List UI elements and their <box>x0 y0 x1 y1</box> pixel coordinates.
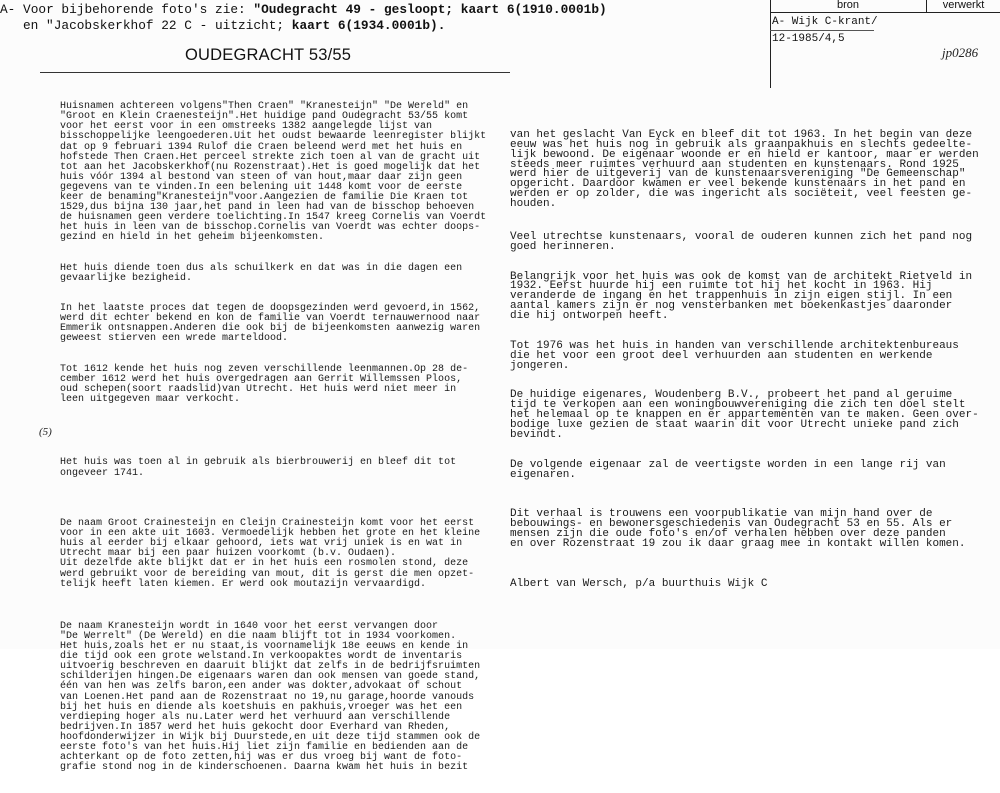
article-title: OUDEGRACHT 53/55 <box>185 46 352 64</box>
paragraph-next-owner: De volgende eigenaar zal de veertigste worden in een lange rij van eigenaren. <box>510 458 946 481</box>
right-column <box>510 111 990 610</box>
author-signature: Albert van Wersch, p/a buurthuis Wijk C <box>510 577 768 590</box>
source-box-header-rule <box>770 12 1000 13</box>
photo-reference-prefix: A- Voor bijbehorende foto's zie: <box>0 2 254 17</box>
archive-code: jp0286 <box>942 45 979 60</box>
paragraph-trial-1562: In het laatste proces dat tegen de doopsgezinden werd gevoerd,in 1562, werd dit echter bekend en kon de familie van Voerdt ternauwernood naar Emmerik ontsnappen.Anderen die ook bij de bijeenkomsten aanwezig waren geweest stierven een wrede marteldood. <box>60 303 481 345</box>
paragraph-van-eyck: van het geslacht Van Eyck en bleef dit tot 1963. In het begin van deze eeuw was het huis nog in gebruik als graanpakhuis en slechts gedeelte- lijk bewoond. De eigenaar woonde er en hield er kantoor, maar er werden steeds meer ruimtes verhuurd aan studenten en kunstenaars. Rond 1925 werd hier de uitgeverij van de kunstenaarsvereniging "De Gemeenschap" opgericht. Daardoor kwamen er veel bekende kunstenaars in het pand en werden er op zolder, die was ingericht als sociëteit, veel feesten ge- houden. <box>510 128 979 211</box>
photo-reference-line-2 <box>23 19 445 33</box>
margin-note: (5) <box>39 426 52 439</box>
paragraph-deed-1603: De naam Groot Crainesteijn en Cleijn Crainesteijn komt voor het eerst voor in een akte uit 1603. Vermoedelijk hebben het grote en het kleine huis al eerder bij elkaar gehoord, iets wat vrij uniek is en wat in Utrecht maar bij een paar huizen voorkomt (b.v. Oudaen). Uit dezelfde akte blijkt dat er in het huis een rosmolen stond, deze werd gebruikt voor de bereiding van mout, dit is gerst die men opzet- telijk heeft laten kiemen. Er werd ook moutazijn vervaardigd. <box>60 518 481 590</box>
title-rule <box>40 72 510 73</box>
paragraph-brewery: Het huis was toen al in gebruik als bierbrouwerij en bleef dit tot ongeveer 1741. <box>60 457 457 479</box>
left-column <box>39 82 505 793</box>
paragraph-rietveld: Belangrijk voor het huis was ook de komst van de architekt Rietveld in 1932. Eerst huurde hij een ruimte tot hij het kocht in 1963. Hij veranderde de ingang en het trappenhuis in zijn eigen stijl. In een aantal kamers zijn er nog vensterbanken met boekenkastjes daaronder die hij ontworpen heeft. <box>510 270 973 323</box>
paragraph-de-wereld: De naam Kranesteijn wordt in 1640 voor het eerst vervangen door "De Werrelt" (De Wereld) en die naam blijft tot in 1934 voorkomen. Het huis,zoals het er nu staat,is voornamelijk 18e eeuws en kende in die tijd ook een grote welstand.In verkoopaktes wordt de inventaris uitvoerig beschreven en daaruit blijkt dat zelfs in de bedrijfsruimten schilderijen hingen.De eigenaars waren dan ook mensen van goede stand, één van hen was zelfs baron,een ander was dokter,advokaat of schout van Loenen.Het pand aan de Rozenstraat no 19,nu garage,hoorde vanouds bij het huis en diende als koetshuis en pakhuis,vroeger was het een verdieping hoger als nu.Later werd het verhuurd aan verschillende bedrijven.In 1857 werd het huis gekocht door Everhard van Rheden, hoofdonderwijzer in Wijk bij Duurstede,en uit deze tijd stammen ook de eerste foto's van het huis.Hij liet zijn familie en bedienden aan de achterkant op de foto zetten,hij was er dus vroeg bij want de foto- grafie stond nog in de kinderschoenen. Daarna kwam het huis in bezit <box>60 620 481 774</box>
source-publication: A- Wijk C-krant/ <box>772 16 878 28</box>
paragraph-transfer-1612: Tot 1612 kende het huis nog zeven verschillende leenmannen.Op 28 de- cember 1612 werd het huis overgedragen aan Gerrit Willemssen Ploos, oud schepen(soort raadslid)van Utrecht. Het huis werd niet meer in leen uitgegeven maar verkocht. <box>60 363 469 405</box>
paragraph-house-names: Huisnamen achtereen volgens"Then Craen" "Kranesteijn" "De Wereld" en "Groot en Klein Craenesteijn".Het huidige pand Oudegracht 53/55 komt voor het eerst voor in een omstreeks 1382 aangelegde lijst van bisschoppelijke leengoederen.Uit het oudst bewaarde leenregister blijkt dat op 9 februari 1394 Rulof die Craen beleend werd met het huis en hofstede Then Craen.Het perceel strekte zich toen al van de gracht uit tot aan het Jacobskerkhof(nu Rozenstraat).Het is goed mogelijk dat het huis vóór 1394 al bestond van steen of van hout,maar daar zijn geen gegevens van te vinden.In een belening uit 1448 komt voor de eerste keer de benaming"Kranesteijn"voor.Aangezien de familie Die Kraen tot 1529,dus bijna 130 jaar,het pand in leen had van de bisschop behoeven de huisnamen geen verdere toelichting.In 1547 kreeg Cornelis van Voerdt het huis in leen van de bisschop.Cornelis van Voerdt was echter doops- gezind en hield in het geheim bijeenkomsten. <box>60 101 487 244</box>
paragraph-author-note: Dit verhaal is trouwens een voorpublikatie van mijn hand over de bebouwings- en bewonersgeschiedenis van Oudegracht 53 en 55. Als er mensen zijn die oude foto's en/of verhalen hebben over deze panden en over Rozenstraat 19 zou ik daar graag mee in kontakt willen komen. <box>510 508 966 551</box>
paragraph-architects: Tot 1976 was het huis in handen van verschillende architektenbureaus die het voor een groot deel verhuurden aan studenten en werkende jongeren. <box>510 339 959 372</box>
photo-reference-jacobskerkhof: en "Jacobskerkhof 22 C - uitzicht; <box>23 18 292 33</box>
paragraph-current-owner: De huidige eigenares, Woudenberg B.V., probeert het pand al geruime tijd te verkopen aan een woningbouwvereniging die zich ten doel stelt het helemaal op te knappen en er appartementen van te maken. Geen over- bodige luxe gezien de staat waarin dit voor Utrecht unieke pand zich bevindt. <box>510 389 979 441</box>
source-box-left-border <box>770 0 771 88</box>
photo-reference-kaart: kaart 6(1934.0001b). <box>291 18 446 33</box>
processed-label: verwerkt <box>942 0 985 11</box>
photo-reference-line-1 <box>0 3 607 17</box>
paragraph-hidden-church: Het huis diende toen dus als schuilkerk en dat was in die dagen een gevaarlijke bezigheid. <box>60 262 463 284</box>
photo-reference-oudegracht: "Oudegracht 49 - gesloopt; kaart 6(1910.0001b) <box>253 2 607 17</box>
paragraph-utrecht-artists: Veel utrechtse kunstenaars, vooral de ouderen kunnen zich het pand nog goed herinneren. <box>510 230 973 253</box>
paragraph-brewery-wrapper <box>39 426 505 499</box>
source-label: bron <box>836 0 860 11</box>
source-underline <box>770 30 874 31</box>
source-issue: 12-1985/4,5 <box>772 33 845 45</box>
